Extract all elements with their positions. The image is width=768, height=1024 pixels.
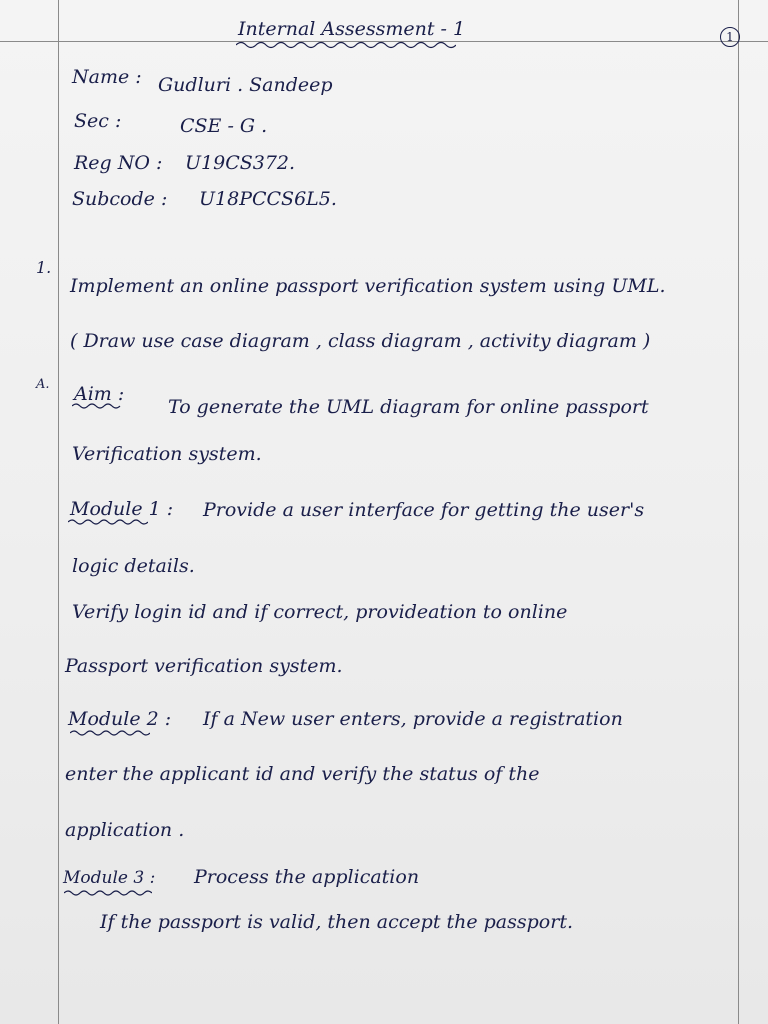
reg-no-label: Reg NO : bbox=[74, 152, 163, 174]
sec-value: CSE - G . bbox=[180, 115, 268, 137]
module-2-underline bbox=[70, 729, 150, 737]
module-3-line-1: Process the application bbox=[194, 866, 420, 888]
answer-marker: A. bbox=[36, 377, 50, 392]
aim-line-1: To generate the UML diagram for online passport bbox=[168, 396, 649, 418]
aim-label: Aim : bbox=[74, 383, 125, 405]
question-line-2: ( Draw use case diagram , class diagram , activity diagram ) bbox=[70, 330, 651, 352]
module-3-label: Module 3 : bbox=[63, 868, 156, 888]
module-1-underline bbox=[68, 518, 148, 526]
module-1-line-4: Passport verification system. bbox=[65, 655, 343, 677]
left-margin-rule bbox=[58, 0, 59, 1024]
question-line-1: Implement an online passport verification system using UML. bbox=[70, 275, 666, 297]
reg-no-value: U19CS372. bbox=[185, 152, 296, 174]
module-1-line-2: logic details. bbox=[72, 555, 195, 577]
subcode-label: Subcode : bbox=[72, 188, 168, 210]
module-2-line-1: If a New user enters, provide a registration bbox=[203, 708, 623, 730]
module-1-label: Module 1 : bbox=[70, 498, 174, 520]
module-2-line-3: application . bbox=[65, 819, 185, 841]
module-3-line-2: If the passport is valid, then accept the passport. bbox=[100, 911, 573, 933]
module-2-line-2: enter the applicant id and verify the status of the bbox=[65, 763, 540, 785]
aim-line-2: Verification system. bbox=[72, 443, 262, 465]
question-number: 1. bbox=[36, 258, 52, 277]
page-title: Internal Assessment - 1 bbox=[238, 18, 466, 40]
module-2-label: Module 2 : bbox=[68, 708, 172, 730]
module-1-line-3: Verify login id and if correct, provideation to online bbox=[72, 601, 568, 623]
title-underline bbox=[236, 40, 456, 50]
right-margin-rule bbox=[738, 0, 739, 1024]
module-1-line-1: Provide a user interface for getting the user's bbox=[203, 499, 645, 521]
name-value: Gudluri . Sandeep bbox=[158, 74, 333, 96]
aim-underline bbox=[72, 402, 124, 410]
module-3-underline bbox=[64, 889, 152, 897]
name-label: Name : bbox=[72, 66, 142, 88]
page-number: 1 bbox=[720, 27, 740, 47]
sec-label: Sec : bbox=[74, 110, 122, 132]
subcode-value: U18PCCS6L5. bbox=[199, 188, 337, 210]
